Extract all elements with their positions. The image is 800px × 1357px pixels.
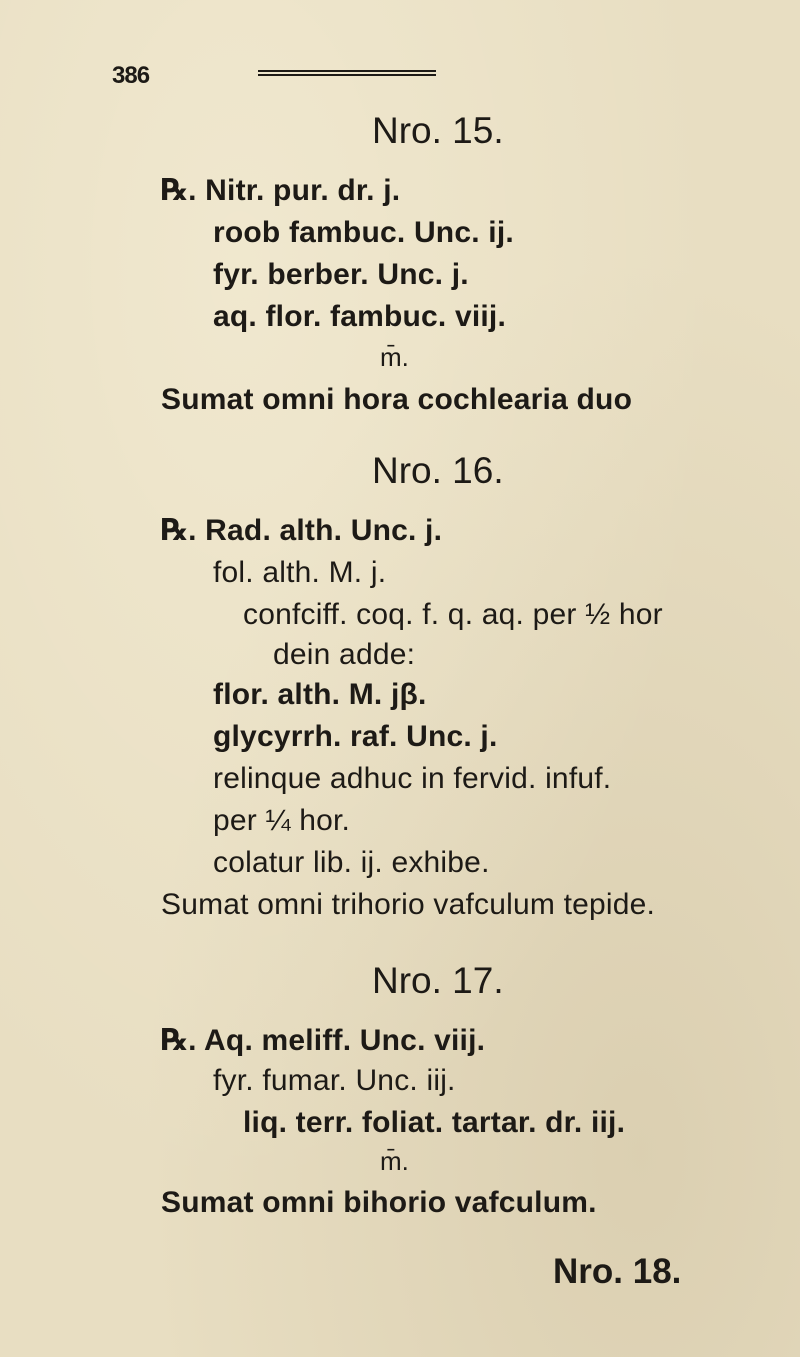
recipe-line: ℞. Nitr. pur. dr. j. [161,174,401,207]
recipe-line: colatur lib. ij. exhibe. [213,846,490,879]
recipe-instruction: Sumat omni trihorio vafculum tepide. [161,888,656,921]
recipe-line: fol. alth. M. j. [213,556,387,589]
section-heading-17: Nro. 17. [372,960,504,1001]
recipe-line: ℞. Aq. meliff. Unc. viij. [161,1024,486,1057]
recipe-line: fyr. fumar. Unc. iij. [213,1064,456,1097]
recipe-line: aq. flor. fambuc. viij. [213,300,506,333]
recipe-line: roob fambuc. Unc. ij. [213,216,514,249]
recipe-line: glycyrrh. raf. Unc. j. [213,720,498,753]
catchword: Nro. 18. [553,1252,682,1291]
recipe-misce-mark: m̄. [380,342,409,372]
recipe-line: dein adde: [273,638,416,671]
recipe-line: ℞. Rad. alth. Unc. j. [161,514,443,547]
recipe-misce-mark: m̄. [380,1146,409,1176]
page-number: 386 [112,62,150,89]
section-heading-16: Nro. 16. [372,450,504,491]
recipe-line: per ¼ hor. [213,804,351,837]
section-heading-15: Nro. 15. [372,110,504,151]
header-rule [258,70,436,76]
recipe-line: relinque adhuc in fervid. infuf. [213,762,612,795]
recipe-line: liq. terr. foliat. tartar. dr. iij. [243,1106,626,1139]
recipe-line: flor. alth. M. jβ. [213,678,427,711]
recipe-instruction: Sumat omni bihorio vafculum. [161,1186,597,1219]
recipe-line: fyr. berber. Unc. j. [213,258,469,291]
recipe-instruction: Sumat omni hora cochlearia duo [161,383,633,416]
recipe-line: confciff. coq. f. q. aq. per ½ hor [243,598,663,631]
